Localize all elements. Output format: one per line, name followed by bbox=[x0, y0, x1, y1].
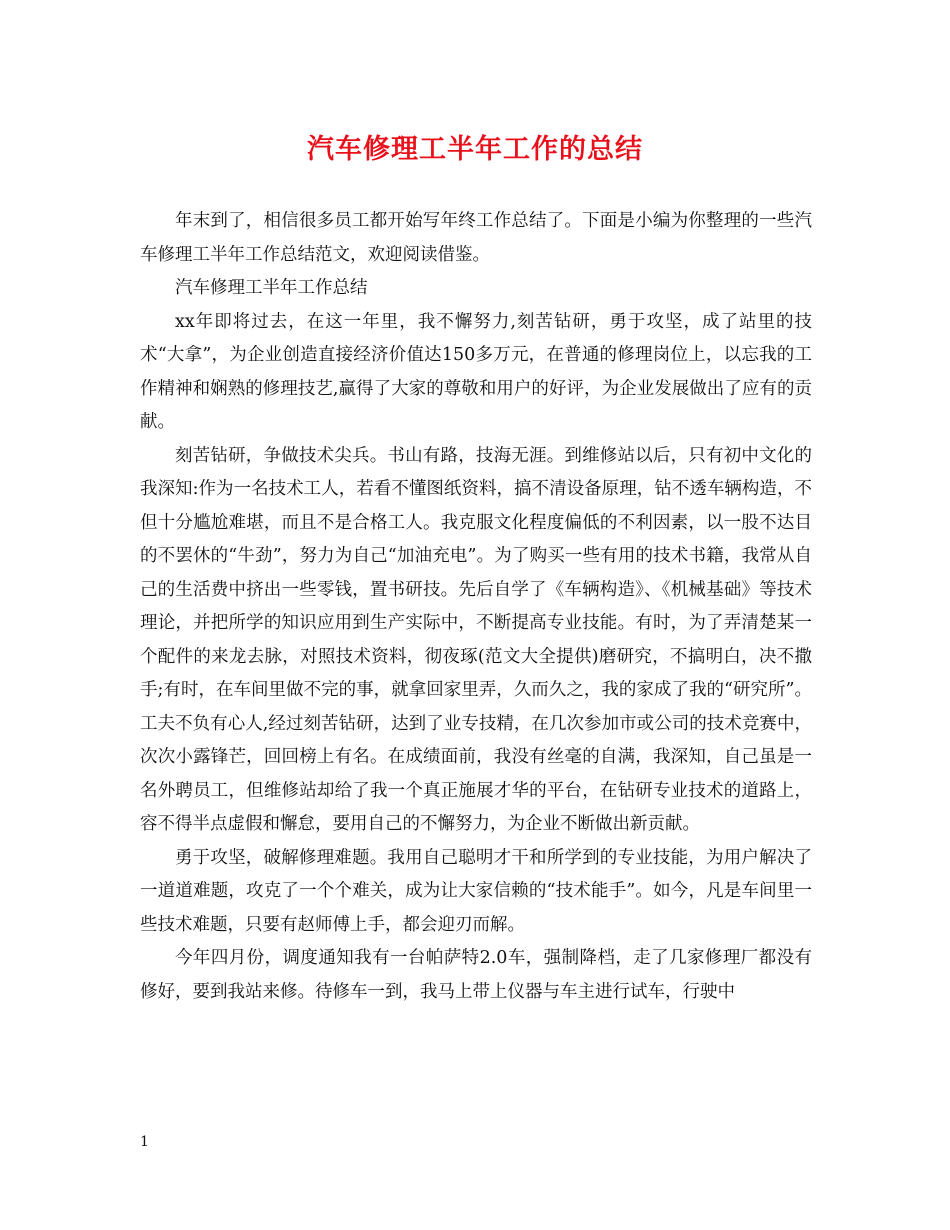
body-paragraph: 今年四月份，调度通知我有一台帕萨特2.0车，强制降档，走了几家修理厂都没有修好，要到我站来修。待修车一到，我马上带上仪器与车主进行试车，行驶中 bbox=[140, 948, 812, 1002]
document-title: 汽车修理工半年工作的总结 bbox=[307, 134, 643, 165]
body-paragraph: 勇于攻坚，破解修理难题。我用自己聪明才干和所学到的专业技能，为用户解决了一道道难题，攻克了一个个难关，成为让大家信赖的“技术能手”。如今，凡是车间里一些技术难题，只要有赵师傅上手，都会迎刃而解。 bbox=[140, 847, 812, 935]
section-heading: 汽车修理工半年工作总结 bbox=[175, 278, 368, 298]
page-number: 1 bbox=[140, 1134, 149, 1150]
document-body bbox=[140, 205, 812, 1009]
body-paragraph: xx年即将过去，在这一年里，我不懈努力,刻苦钻研，勇于攻坚，成了站里的技术“大拿”，为企业创造直接经济价值达150多万元，在普通的修理岗位上，以忘我的工作精神和娴熟的修理技艺,赢得了大家的尊敬和用户的好评，为企业发展做出了应有的贡献。 bbox=[140, 311, 812, 432]
body-paragraph: 刻苦钻研，争做技术尖兵。书山有路，技海无涯。到维修站以后，只有初中文化的我深知:作为一名技术工人，若看不懂图纸资料，搞不清设备原理，钻不透车辆构造，不但十分尴尬难堪，而且不是合格工人。我克服文化程度偏低的不利因素，以一股不达目的不罢休的“牛劲”，努力为自己“加油充电”。为了购买一些有用的技术书籍，我常从自己的生活费中挤出一些零钱，置书研技。先后自学了《车辆构造》、《机械基础》等技术理论，并把所学的知识应用到生产实际中，不断提高专业技能。有时，为了弄清楚某一个配件的来龙去脉，对照技术资料，彻夜琢(范文大全提供)磨研究，不搞明白，决不撒手;有时，在车间里做不完的事，就拿回家里弄，久而久之，我的家成了我的“研究所”。工夫不负有心人,经过刻苦钻研，达到了业专技精，在几次参加市或公司的技术竞赛中，次次小露锋芒，回回榜上有名。在成绩面前，我没有丝毫的自满，我深知，自己虽是一名外聘员工，但维修站却给了我一个真正施展才华的平台，在钻研专业技术的道路上，容不得半点虚假和懈怠，要用自己的不懈努力，为企业不断做出新贡献。 bbox=[140, 445, 812, 834]
intro-paragraph: 年末到了，相信很多员工都开始写年终工作总结了。下面是小编为你整理的一些汽车修理工半年工作总结范文，欢迎阅读借鉴。 bbox=[140, 211, 812, 265]
